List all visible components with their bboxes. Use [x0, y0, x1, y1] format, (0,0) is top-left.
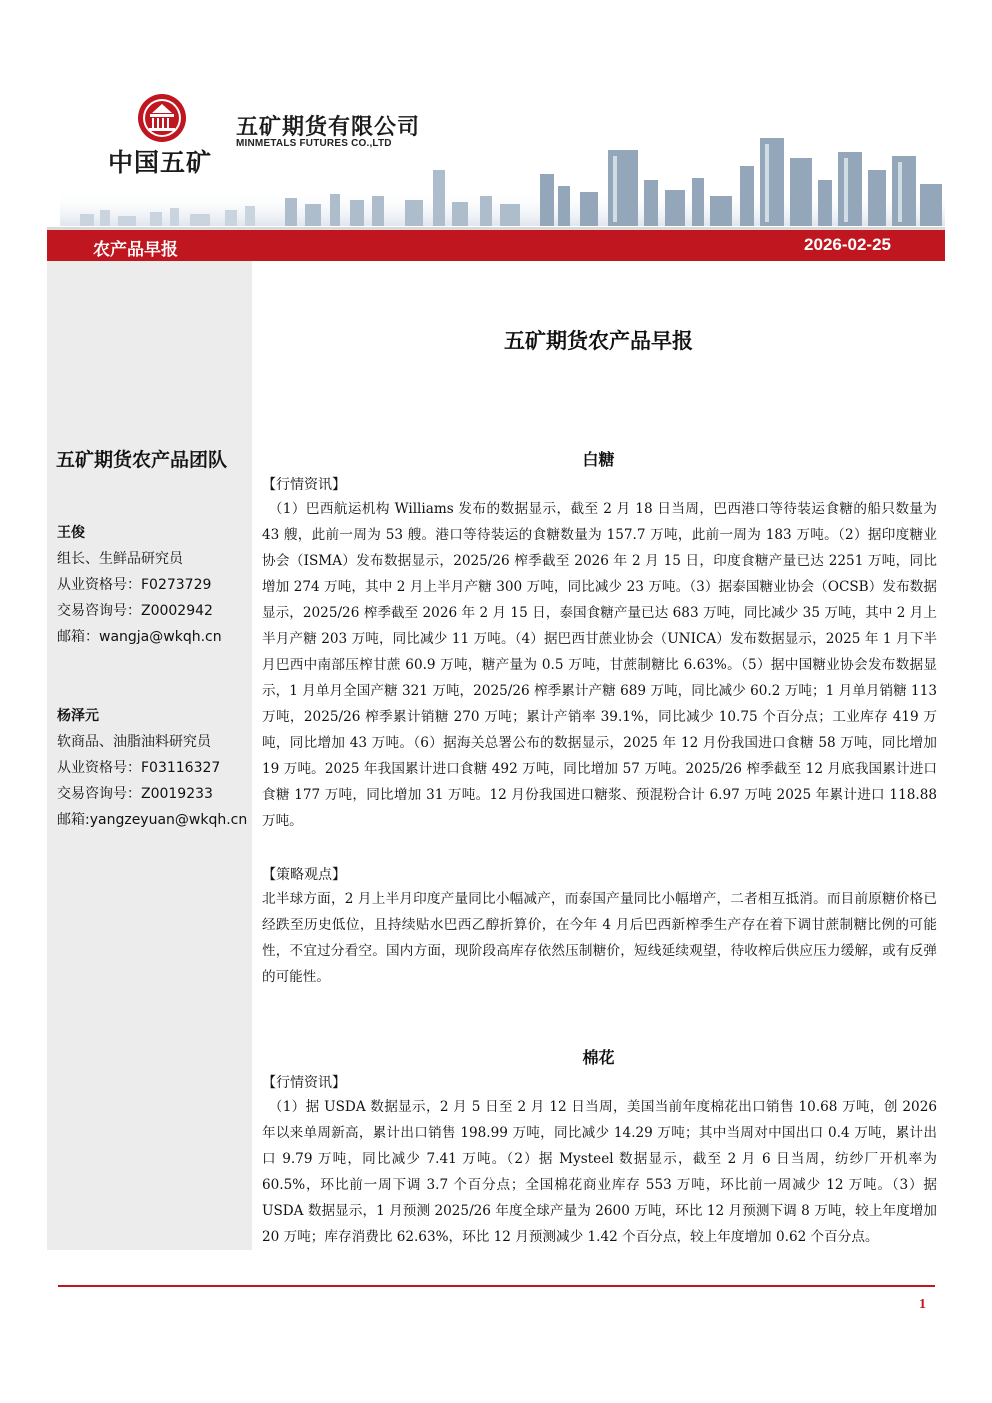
analyst-email: 邮箱：wangja@wkqh.cn: [57, 629, 222, 645]
analyst-consult-number: 交易咨询号：Z0019233: [57, 786, 213, 802]
city-skyline-image: [60, 130, 945, 226]
analyst-role: 组长、生鲜品研究员: [57, 551, 183, 567]
market-news-text: （1）据 USDA 数据显示，2 月 5 日至 2 月 12 日当周，美国当前年度棉花出口销售 10.68 万吨，创 2026 年以来单周新高，累计出口销售 198.99 万吨，同比减少 14.29 万吨；其中当周对中国出口 0.4 万吨，累计出口 9.79 万吨，同比减少 7.41 万吨。（2）据 Mysteel 数据显示，截至 2 月 6 日当周，纺纱厂开机率为 60.5%，环比前一周下调 3.7 个百分点；全国棉花商业库存 553 万吨，环比前一周减少 12 万吨。（3）据 USDA 数据显示，1 月预测 2025/26 年度全球产量为 2600 万吨，环比 12 月预测下调 8 万吨，较上年度增加 20 万吨；库存消费比 62.63%，环比 12 月预测减少 1.42 个百分点，较上年度增加 0.62 个百分点。: [262, 1099, 937, 1245]
report-category: 农产品早报: [93, 240, 178, 260]
analyst-card: [57, 520, 222, 650]
analyst-name: 杨泽元: [57, 708, 99, 724]
report-banner: [47, 227, 945, 261]
analyst-name: 王俊: [57, 525, 85, 541]
analyst-card: [57, 703, 247, 833]
page-number: 1: [919, 1297, 926, 1312]
market-news-tag: 【行情资讯】: [262, 1075, 346, 1091]
strategy-text: 北半球方面，2 月上半月印度产量同比小幅减产，而泰国产量同比小幅增产，二者相互抵消。而目前原糖价格已经跌至历史低位，且持续贴水巴西乙醇折算价，在今年 4 月后巴西新榨季生产存在着下调甘蔗制糖比例的可能性，不宜过分看空。国内方面，现阶段高库存依然压制糖价，短线延续观望，待收榨后供应压力缓解，或有反弹的可能性。: [262, 891, 937, 985]
market-news-text: （1）巴西航运机构 Williams 发布的数据显示，截至 2 月 18 日当周，巴西港口等待装运食糖的船只数量为 43 艘，此前一周为 53 艘。港口等待装运的食糖数量为 157.7 万吨，此前一周为 183 万吨。（2）据印度糖业协会（ISMA）发布数据显示，2025/26 榨季截至 2026 年 2 月 15 日，印度食糖产量已达 2251 万吨，同比增加 274 万吨，其中 2 月上半月产糖 300 万吨，同比减少 23 万吨。（3）据泰国糖业协会（OCSB）发布数据显示，2025/26 榨季截至 2026 年 2 月 15 日，泰国食糖产量已达 683 万吨，同比减少 35 万吨，其中 2 月上半月产糖 203 万吨，同比减少 11 万吨。（4）据巴西甘蔗业协会（UNICA）发布数据显示，2025 年 1 月下半月巴西中南部压榨甘蔗 60.9 万吨，糖产量为 0.5 万吨，甘蔗制糖比 6.63%。（5）据中国糖业协会发布数据显示，1 月单月全国产糖 321 万吨，2025/26 榨季累计产糖 689 万吨，同比减少 60.2 万吨；1 月单月销糖 113 万吨，2025/26 榨季累计销糖 270 万吨；累计产销率 39.1%，同比减少 10.75 个百分点；工业库存 419 万吨，同比增加 43 万吨。（6）据海关总署公布的数据显示，2025 年 12 月份我国进口食糖 58 万吨，同比增加 19 万吨。2025 年我国累计进口食糖 492 万吨，同比增加 57 万吨。2025/26 榨季截至 12 月底我国累计进口食糖 177 万吨，同比增加 31 万吨。12 月份我国进口糖浆、预混粉合计 6.97 万吨 2025 年累计进口 118.88 万吨。: [262, 501, 937, 829]
company-name-en: MINMETALS FUTURES CO.,LTD: [236, 138, 392, 149]
company-name-cn: 五矿期货有限公司: [236, 115, 421, 140]
team-title: 五矿期货农产品团队: [56, 449, 228, 471]
logo-text: 中国五矿: [108, 148, 213, 177]
market-news-tag: 【行情资讯】: [262, 477, 346, 493]
strategy-tag: 【策略观点】: [262, 867, 346, 883]
report-title: 五矿期货农产品早报: [504, 329, 693, 353]
analyst-email: 邮箱:yangzeyuan@wkqh.cn: [57, 812, 248, 828]
footer-divider: [58, 1285, 935, 1287]
analyst-qualification: 从业资格号：F0273729: [57, 577, 212, 593]
analyst-role: 软商品、油脂油料研究员: [57, 734, 211, 750]
analyst-consult-number: 交易咨询号：Z0002942: [57, 603, 213, 619]
section-title: 白糖: [582, 450, 615, 469]
analyst-qualification: 从业资格号：F03116327: [57, 760, 221, 776]
section-title: 棉花: [582, 1048, 615, 1067]
report-date: 2026-02-25: [804, 235, 891, 254]
